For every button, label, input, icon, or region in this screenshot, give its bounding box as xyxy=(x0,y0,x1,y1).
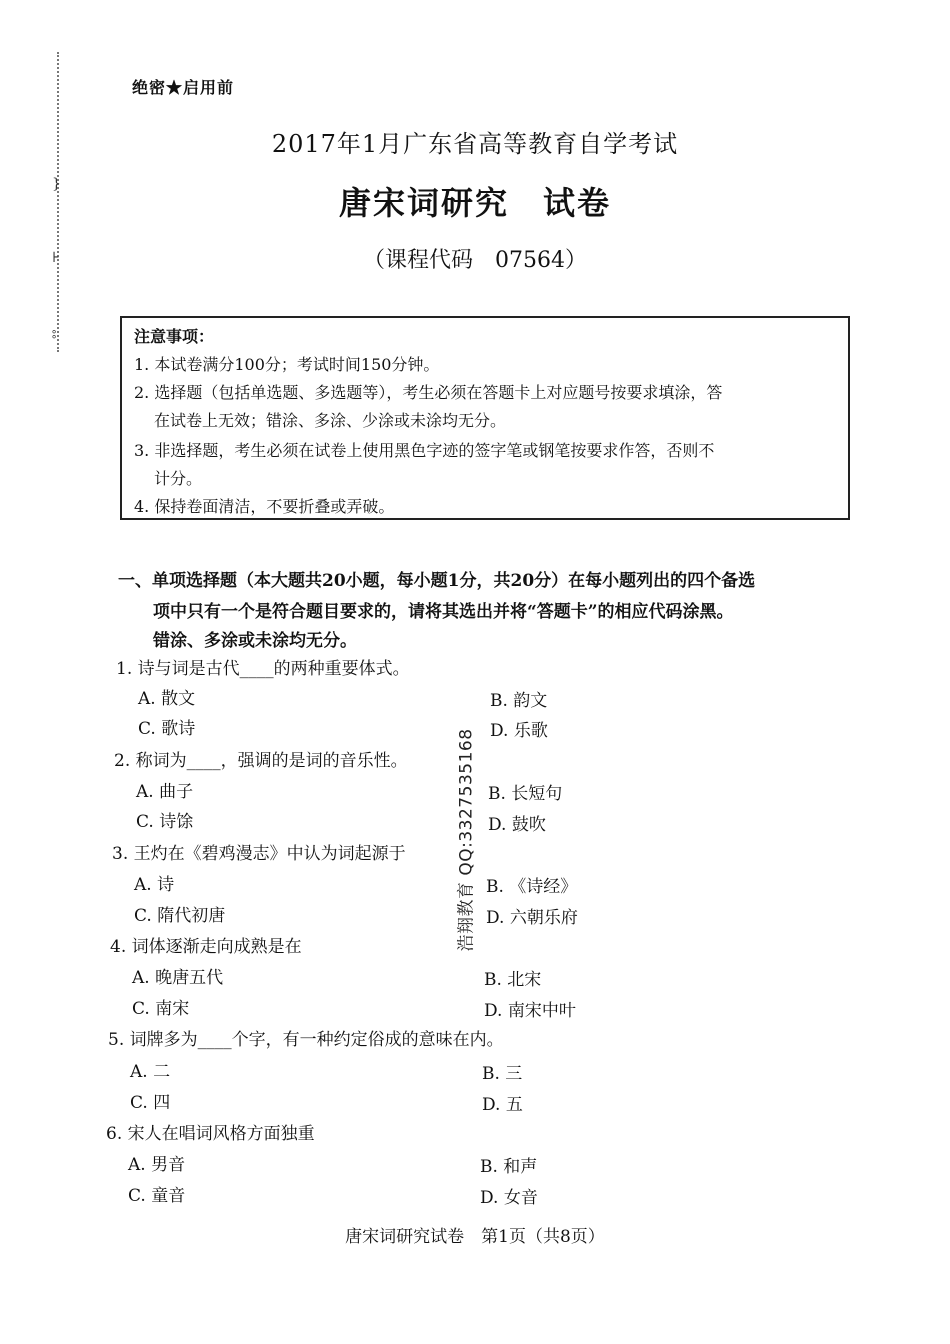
exam-title: 2017年1月广东省高等教育自学考试 xyxy=(271,130,679,158)
question-option: A. 曲子 xyxy=(136,782,194,802)
question-stem: 6. 宋人在唱词风格方面独重 xyxy=(106,1124,315,1144)
question-option: D. 六朝乐府 xyxy=(486,908,578,928)
question-option: C. 童音 xyxy=(128,1186,186,1206)
binding-mark: ⦂ xyxy=(52,326,57,342)
question-option: C. 南宋 xyxy=(132,999,190,1019)
question-option: A. 晚唐五代 xyxy=(132,968,224,988)
question-option: B. 韵文 xyxy=(490,691,548,711)
section-heading: 错涂、多涂或未涂均无分。 xyxy=(153,631,357,651)
course-code: （课程代码 07564） xyxy=(363,248,587,273)
question-option: A. 诗 xyxy=(134,875,175,895)
question-option: C. 隋代初唐 xyxy=(134,906,226,926)
question-option: C. 四 xyxy=(130,1093,171,1113)
question-option: B. 三 xyxy=(482,1064,523,1084)
question-option: A. 男音 xyxy=(128,1155,186,1175)
question-stem: 4. 词体逐渐走向成熟是在 xyxy=(110,937,302,957)
binding-mark: } xyxy=(52,176,61,192)
notice-line: 3. 非选择题，考生必须在试卷上使用黑色字迹的签字笔或钢笔按要求作答，否则不 xyxy=(134,441,715,460)
question-option: B. 《诗经》 xyxy=(486,877,578,897)
section-heading: 项中只有一个是符合题目要求的，请将其选出并将“答题卡”的相应代码涂黑。 xyxy=(153,602,734,622)
watermark-text: 浩翔教育 QQ:3327535168 xyxy=(456,728,477,952)
question-option: D. 南宋中叶 xyxy=(484,1001,576,1021)
question-stem: 1. 诗与词是古代____的两种重要体式。 xyxy=(116,659,410,679)
question-option: D. 乐歌 xyxy=(490,721,548,741)
question-option: C. 歌诗 xyxy=(138,719,196,739)
question-option: D. 鼓吹 xyxy=(488,815,546,835)
notice-line: 在试卷上无效；错涂、多涂、少涂或未涂均无分。 xyxy=(154,411,507,430)
question-option: A. 散文 xyxy=(138,689,196,709)
question-option: B. 长短句 xyxy=(488,784,563,804)
binding-mark: ⊦ xyxy=(52,250,60,266)
notice-title: 注意事项： xyxy=(134,327,215,346)
section-heading: 一、单项选择题（本大题共20小题，每小题1分，共20分）在每小题列出的四个备选 xyxy=(118,571,756,591)
notice-line: 计分。 xyxy=(154,469,203,488)
question-option: B. 北宋 xyxy=(484,970,542,990)
question-option: B. 和声 xyxy=(480,1157,538,1177)
subject-title: 唐宋词研究 试卷 xyxy=(338,184,611,222)
notice-line: 4. 保持卷面清洁，不要折叠或弄破。 xyxy=(134,497,395,516)
notice-line: 2. 选择题（包括单选题、多选题等），考生必须在答题卡上对应题号按要求填涂，答 xyxy=(134,383,723,402)
notice-line: 1. 本试卷满分100分；考试时间150分钟。 xyxy=(134,355,440,374)
question-option: D. 五 xyxy=(482,1095,523,1115)
question-stem: 5. 词牌多为____个字，有一种约定俗成的意味在内。 xyxy=(108,1030,504,1050)
question-stem: 3. 王灼在《碧鸡漫志》中认为词起源于 xyxy=(112,844,406,864)
question-option: C. 诗馀 xyxy=(136,812,194,832)
question-option: A. 二 xyxy=(130,1062,171,1082)
question-stem: 2. 称词为____，强调的是词的音乐性。 xyxy=(114,751,408,771)
page-footer: 唐宋词研究试卷 第1页（共8页） xyxy=(345,1227,605,1247)
notice-box xyxy=(120,316,850,520)
question-option: D. 女音 xyxy=(480,1188,538,1208)
secret-label: 绝密★启用前 xyxy=(132,78,235,97)
